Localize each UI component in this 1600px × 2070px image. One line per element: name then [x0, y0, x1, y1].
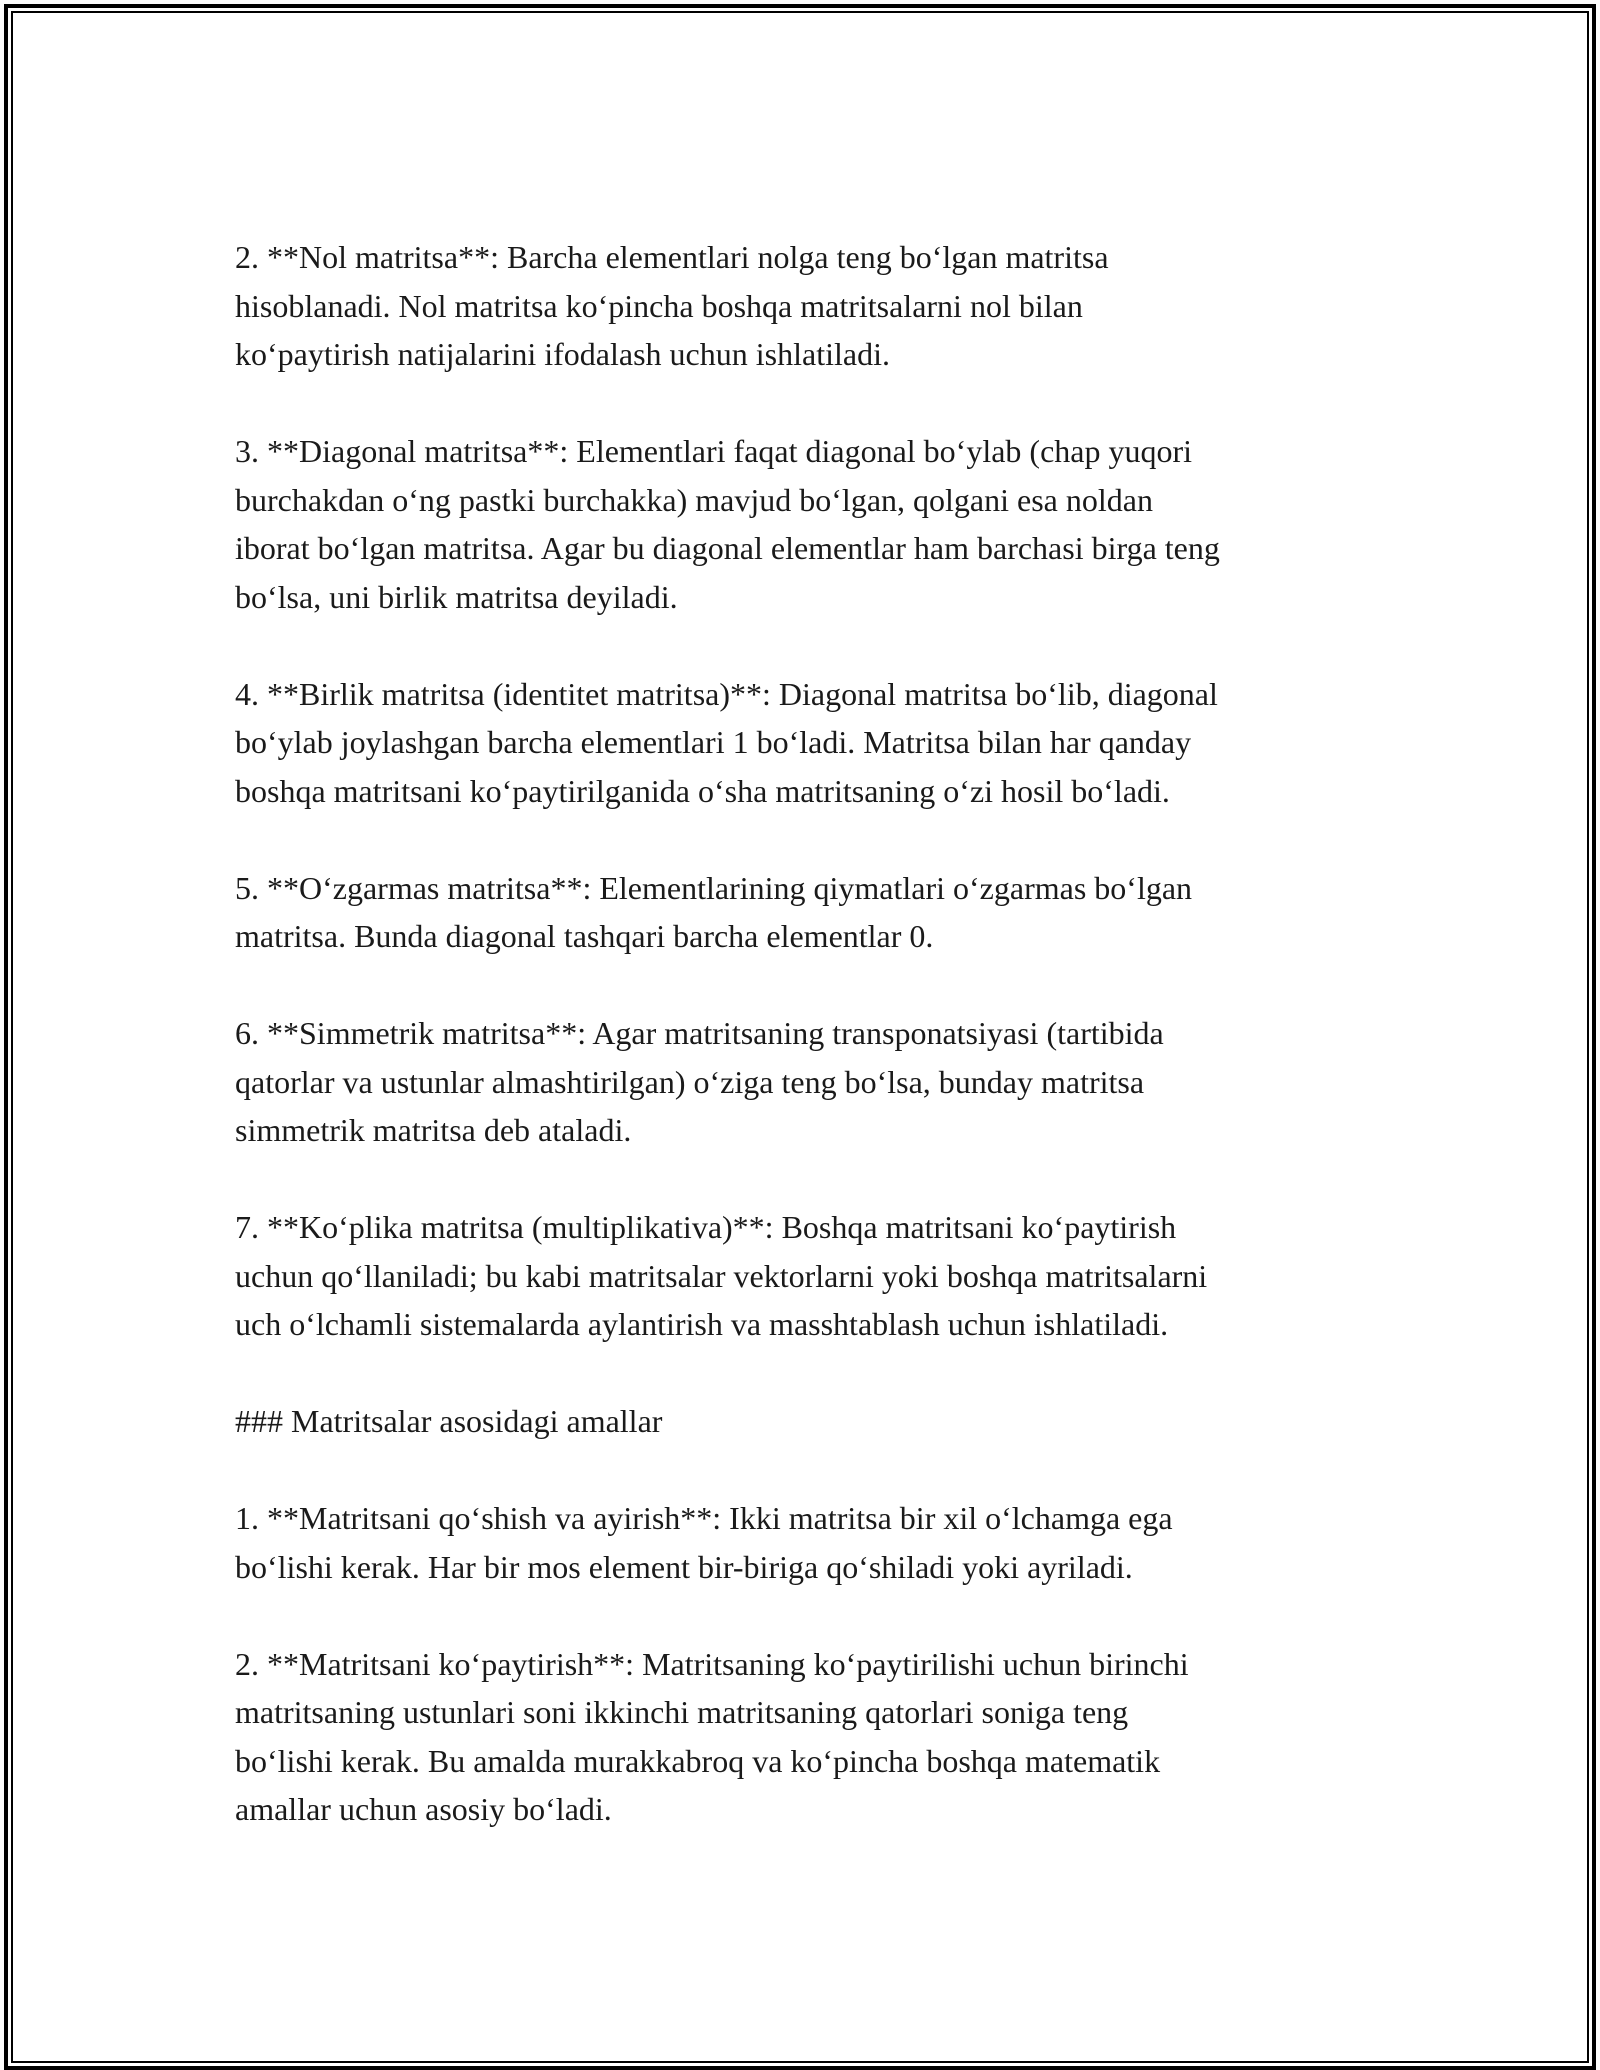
document-body	[235, 233, 1375, 1834]
paragraph-ozgarmas-matritsa: 5. **O‘zgarmas matritsa**: Elementlarining qiymatlari o‘zgarmas bo‘lgan matritsa. Bunda diagonal tashqari barcha elementlar 0.	[235, 869, 1193, 954]
paragraph-birlik-matritsa: 4. **Birlik matritsa (identitet matritsa)**: Diagonal matritsa bo‘lib, diagonal bo‘ylab joylashgan barcha elementlari 1 bo‘ladi. Matritsa bilan har qanday boshqa matritsani ko‘paytirilganida o‘sha matritsaning o‘zi hosil bo‘ladi.	[235, 675, 1218, 809]
paragraph-diagonal-matritsa: 3. **Diagonal matritsa**: Elementlari faqat diagonal bo‘ylab (chap yuqori burchakdan o‘ng pastki burchakka) mavjud bo‘lgan, qolgani esa noldan iborat bo‘lgan matritsa. Agar bu diagonal elementlar ham barchasi birga teng bo‘lsa, uni birlik matritsa deyiladi.	[235, 433, 1220, 615]
paragraph-nol-matritsa: 2. **Nol matritsa**: Barcha elementlari nolga teng bo‘lgan matritsa hisoblanadi. Nol matritsa ko‘pincha boshqa matritsalarni nol bilan ko‘paytirish natijalarini ifodalash uchun ishlatiladi.	[235, 239, 1109, 372]
paragraph-kopaytirish: 2. **Matritsani ko‘paytirish**: Matritsaning ko‘paytirilishi uchun birinchi matritsaning ustunlari soni ikkinchi matritsaning qatorlari soniga teng bo‘lishi kerak. Bu amalda murakkabroq va ko‘pincha boshqa matematik amallar uchun asosiy bo‘ladi.	[235, 1645, 1189, 1827]
paragraph-simmetrik-matritsa: 6. **Simmetrik matritsa**: Agar matritsaning transponatsiyasi (tartibida qatorlar va ustunlar almashtirilgan) o‘ziga teng bo‘lsa, bunday matritsa simmetrik matritsa deb ataladi.	[235, 1015, 1164, 1148]
section-heading-amallar: ### Matritsalar asosidagi amallar	[235, 1403, 663, 1439]
paragraph-koplika-matritsa: 7. **Ko‘plika matritsa (multiplikativa)**: Boshqa matritsani ko‘paytirish uchun qo‘llaniladi; bu kabi matritsalar vektorlarni yoki boshqa matritsalarni uch o‘lchamli sistemalarda aylantirish va masshtablash uchun ishlatiladi.	[235, 1209, 1208, 1342]
paragraph-qoshish-ayirish: 1. **Matritsani qo‘shish va ayirish**: Ikki matritsa bir xil o‘lchamga ega bo‘lishi kerak. Har bir mos element bir-biriga qo‘shiladi yoki ayriladi.	[235, 1500, 1173, 1585]
